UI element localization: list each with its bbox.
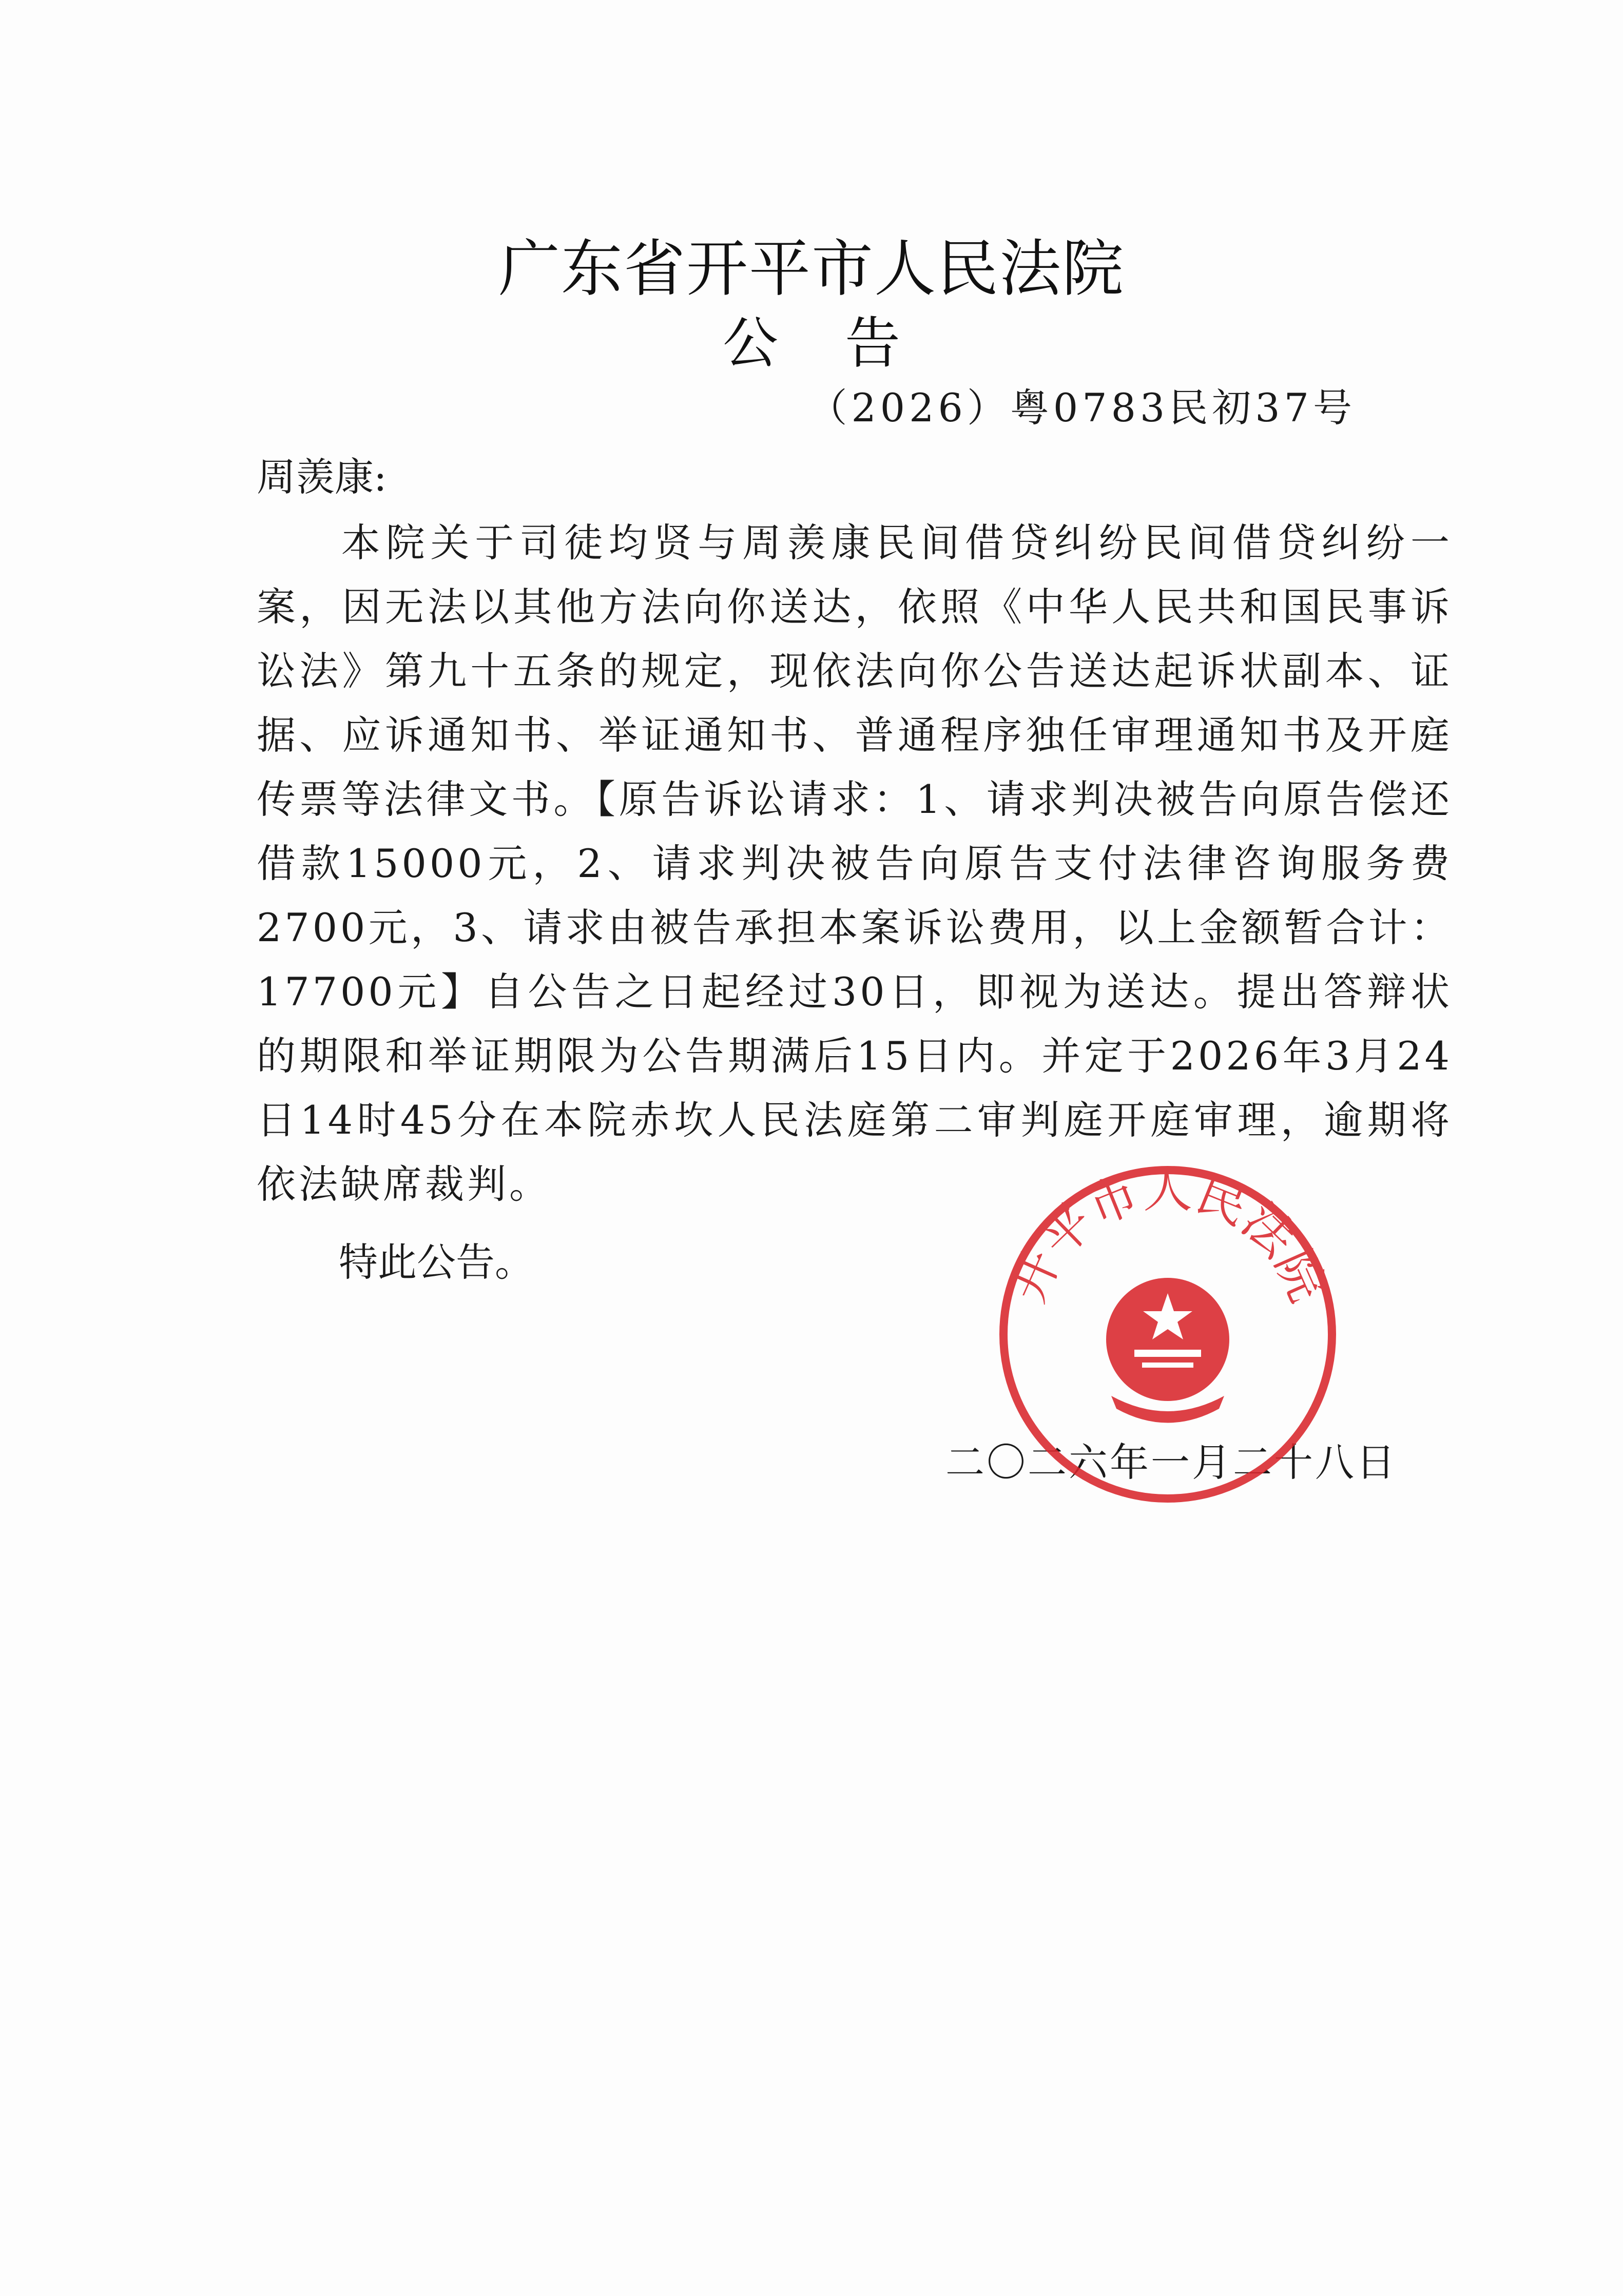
notice-title-char: 告: [845, 312, 901, 376]
court-name-heading: 广东省开平市人民法院: [498, 234, 1125, 305]
issue-date: 二〇二六年一月二十八日: [945, 1439, 1397, 1485]
closing-text: 特此公告。: [339, 1239, 534, 1285]
notice-title: [0, 310, 1623, 377]
notice-body-text: 本院关于司徒均贤与周羡康民间借贷纠纷民间借贷纠纷一案，因无法以其他方法向你送达，依照《中华人民共和国民事诉讼法》第九十五条的规定，现依法向你公告送达起诉状副本、证据、应诉通知书、举证通知书、普通程序独任审理通知书及开庭传票等法律文书。【原告诉讼请求：1、请求判决被告向原告偿还借款15000元，2、请求判决被告向原告支付法律咨询服务费2700元，3、请求由被告承担本案诉讼费用，以上金额暂合计：17700元】自公告之日起经过30日，即视为送达。提出答辩状的期限和举证期限为公告期满后15日内。并定于2026年3月24日14时45分在本院赤坎人民法庭第二审判庭开庭审理，逾期将依法缺席裁判。: [257, 520, 1453, 1207]
notice-title-char: 公: [722, 312, 778, 376]
national-emblem-icon: [1106, 1278, 1229, 1423]
seal-text: 开平市人民法院: [998, 1161, 1337, 1310]
court-seal-stamp: [988, 1155, 1347, 1514]
addressee: 周羡康:: [257, 454, 387, 500]
notice-body: [257, 511, 1453, 1216]
case-number: （2026）粤0783民初37号: [808, 385, 1356, 431]
